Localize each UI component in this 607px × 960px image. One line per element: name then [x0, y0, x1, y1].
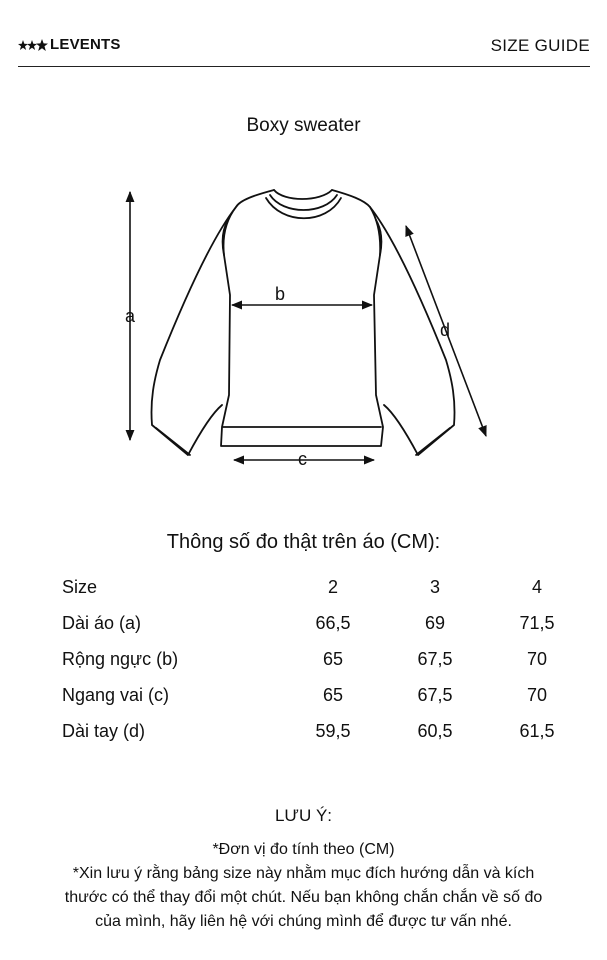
sweater-illustration [0, 160, 607, 490]
spec-title: Thông số đo thật trên áo (CM): [166, 531, 441, 553]
note-line: thước có thể thay đổi một chút. Nếu bạn không chắn chắn về số đo [64, 889, 543, 906]
table-cell: 70 [526, 648, 548, 669]
column-header-3: 3 [429, 576, 440, 597]
table-cell: 65 [322, 684, 344, 705]
column-header-size: Size [62, 576, 98, 597]
collar-outline [274, 190, 332, 199]
table-cell: 67,5 [417, 648, 453, 669]
column-header-2: 2 [327, 576, 338, 597]
row-label: Dài áo (a) [62, 612, 142, 633]
table-row [56, 641, 588, 677]
size-table [56, 569, 588, 749]
size-guide-title: SIZE GUIDE [490, 36, 590, 55]
right-cuff [416, 428, 450, 455]
left-cuff [156, 428, 190, 455]
dim-label-d: d [440, 320, 451, 340]
table-row [56, 677, 588, 713]
table-row [56, 605, 588, 641]
note-line: của mình, hãy liên hệ với chúng mình để được tư vấn nhé. [95, 913, 512, 930]
table-cell: 59,5 [315, 720, 351, 741]
collar-inner [270, 195, 337, 210]
row-label: Rộng ngực (b) [62, 648, 179, 669]
row-label: Dài tay (d) [62, 720, 146, 741]
sweater-body-outline [221, 190, 383, 446]
dim-label-b: b [275, 284, 286, 304]
dim-label-a: a [125, 306, 136, 326]
note-line: *Đơn vị đo tính theo (CM) [212, 841, 395, 858]
note-title: LƯU Ý: [274, 806, 333, 825]
table-cell: 66,5 [315, 612, 351, 633]
note-line: *Xin lưu ý rằng bảng size này nhằm mục đích hướng dẫn và kích [72, 865, 535, 882]
row-label: Ngang vai (c) [62, 684, 170, 705]
dim-label-c: c [298, 449, 307, 469]
table-cell: 65 [322, 648, 344, 669]
table-cell: 61,5 [519, 720, 555, 741]
column-header-4: 4 [531, 576, 542, 597]
table-cell: 71,5 [519, 612, 555, 633]
table-row [56, 713, 588, 749]
brand-name: LEVENTS [50, 36, 121, 53]
sweater-diagram [0, 160, 607, 490]
collar-rib [266, 198, 341, 218]
brand-logo[interactable] [18, 36, 121, 53]
table-cell: 69 [424, 612, 446, 633]
table-cell: 67,5 [417, 684, 453, 705]
table-header-row [56, 569, 588, 605]
stars-icon [18, 39, 48, 51]
product-title: Boxy sweater [246, 115, 361, 136]
header [18, 30, 590, 67]
table-cell: 60,5 [417, 720, 453, 741]
table-cell: 70 [526, 684, 548, 705]
